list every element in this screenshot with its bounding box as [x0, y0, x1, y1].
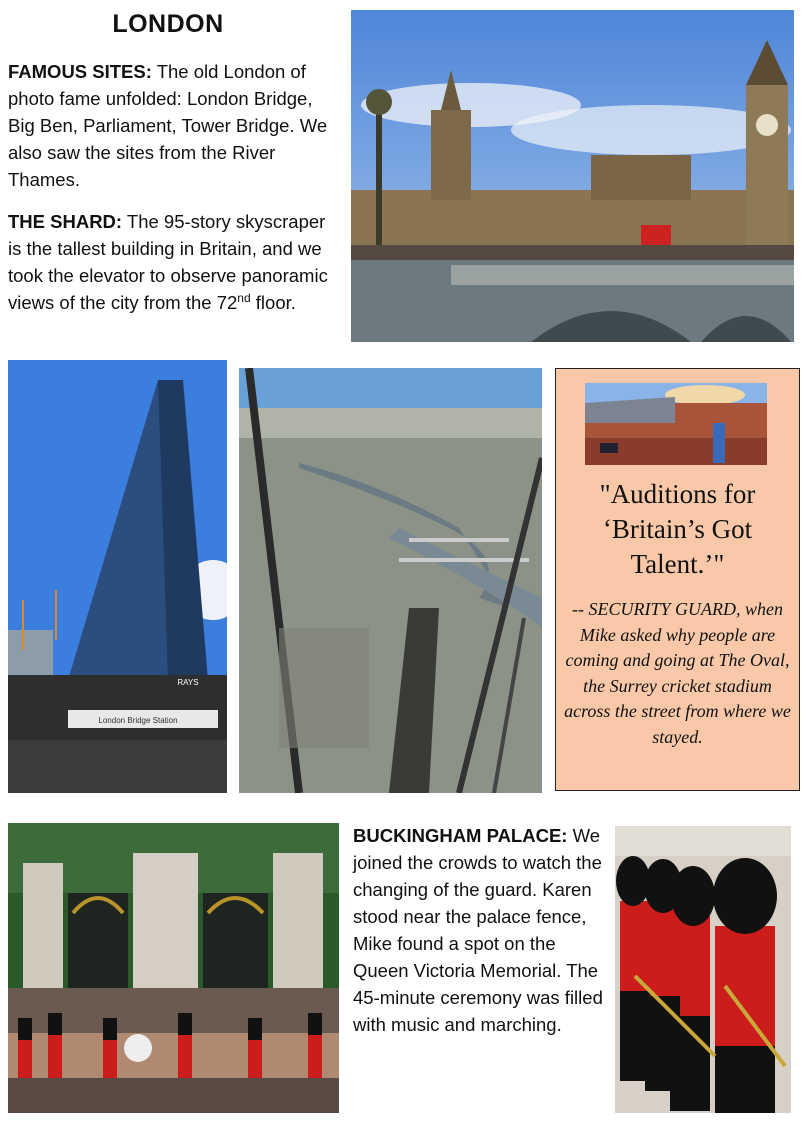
palace-gate-photo [8, 823, 339, 1113]
buckingham-body: We joined the crowds to watch the changing of the guard. Karen stood near the palace fence, Mike found a spot on the Queen Victoria Memorial. The 45-minute ceremony was filled with music and marching. [353, 825, 603, 1035]
quote-box [555, 368, 800, 791]
buckingham-heading: BUCKINGHAM PALACE: [353, 825, 568, 846]
shard-photo [8, 360, 227, 793]
famous-sites-heading: FAMOUS SITES: [8, 61, 152, 82]
buckingham-paragraph [353, 822, 608, 1038]
quote-attribution: -- SECURITY GUARD, when Mike asked why people are coming and going at The Oval, the Surrey cricket stadium across the street from where we stayed. [564, 599, 791, 747]
page-title: LONDON [112, 10, 224, 38]
shard-heading: THE SHARD: [8, 211, 123, 232]
quote-text: "Auditions for ‘Britain’s Got Talent.’" [599, 479, 756, 579]
rays-sign-text: RAYS [177, 678, 199, 687]
oval-stadium-photo [585, 383, 767, 465]
famous-sites-body: The old London of photo fame unfolded: London Bridge, Big Ben, Parliament, Tower Bridge. We also saw the sites from the River Thames. [8, 61, 328, 190]
shard-body: The 95-story skyscraper is the tallest building in Britain, and we took the elevator to observe panoramic views of the city from the 72 [8, 211, 328, 313]
guards-photo [615, 826, 791, 1113]
shard-superscript: nd [237, 290, 251, 305]
shard-paragraph [8, 208, 338, 316]
station-sign-text: London Bridge Station [98, 716, 178, 725]
parliament-photo [351, 10, 794, 342]
shard-tail: floor. [250, 292, 296, 313]
aerial-view-photo [239, 368, 542, 793]
famous-sites-paragraph [8, 58, 338, 193]
